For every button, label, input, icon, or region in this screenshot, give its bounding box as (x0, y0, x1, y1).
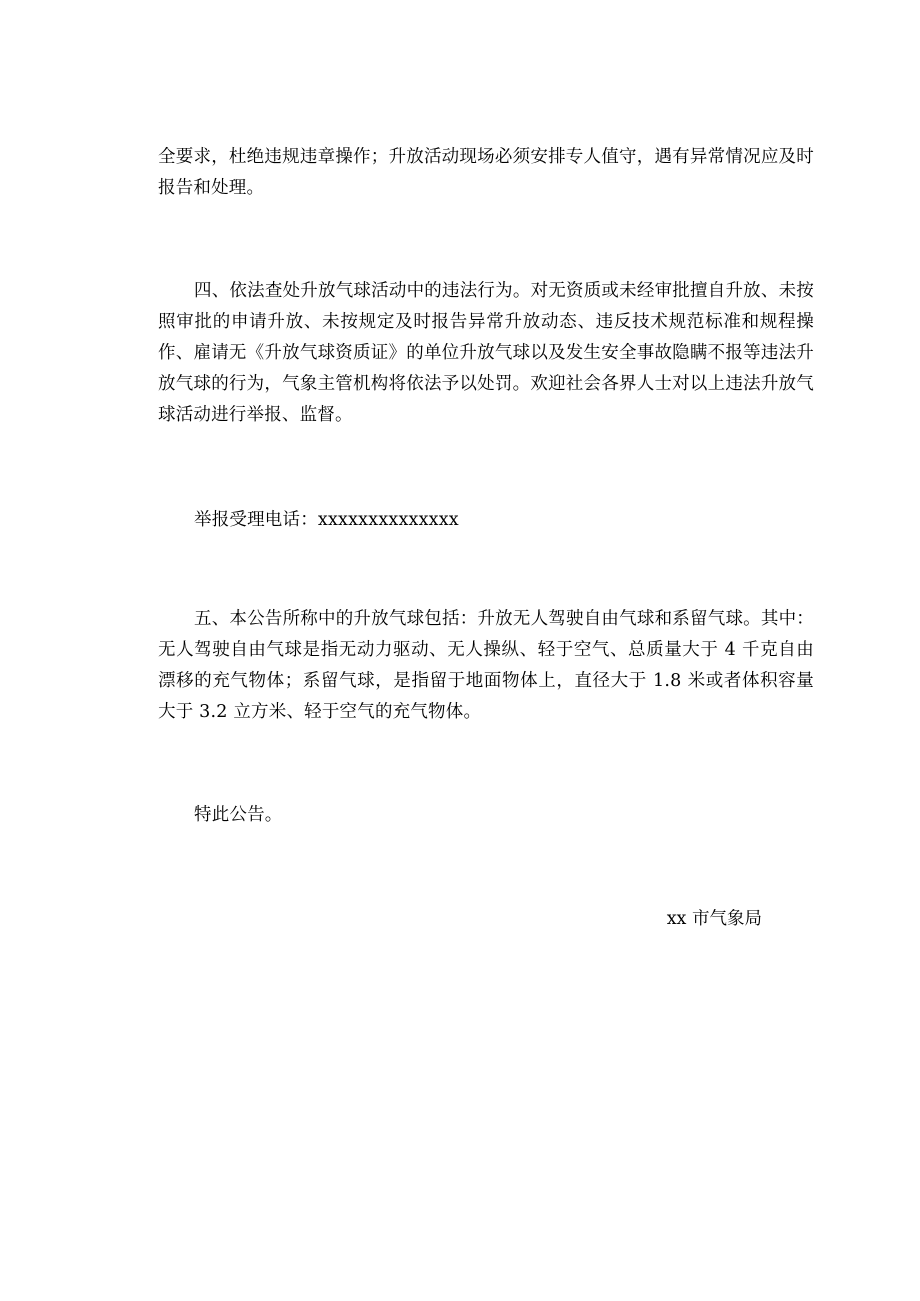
paragraph-closing: 特此公告。 (194, 805, 283, 825)
paragraph-report-hotline: 举报受理电话：xxxxxxxxxxxxxx (194, 510, 459, 530)
paragraph-continuation: 全要求，杜绝违规违章操作；升放活动现场必须安排专人值守，遇有异常情况应及时报告和处理。 (158, 147, 814, 198)
paragraph-section-four: 四、依法查处升放气球活动中的违法行为。对无资质或未经审批擅自升放、未按照审批的申请升放、未按规定及时报告异常升放动态、违反技术规范标准和规程操作、雇请无《升放气球资质证》的单位升放气球以及发生安全事故隐瞒不报等违法升放气球的行为，气象主管机构将依法予以处罚。欢迎社会各界人士对以上违法升放气球活动进行举报、监督。 (158, 281, 814, 425)
signature-issuer: xx 市气象局 (666, 909, 762, 929)
paragraph-section-five: 五、本公告所称中的升放气球包括：升放无人驾驶自由气球和系留气球。其中：无人驾驶自由气球是指无动力驱动、无人操纵、轻于空气、总质量大于 4 千克自由漂移的充气物体；系留气球，是指留于地面物体上，直径大于 1.8 米或者体积容量大于 3.2 立方米、轻于空气的充气物体。 (158, 609, 814, 722)
